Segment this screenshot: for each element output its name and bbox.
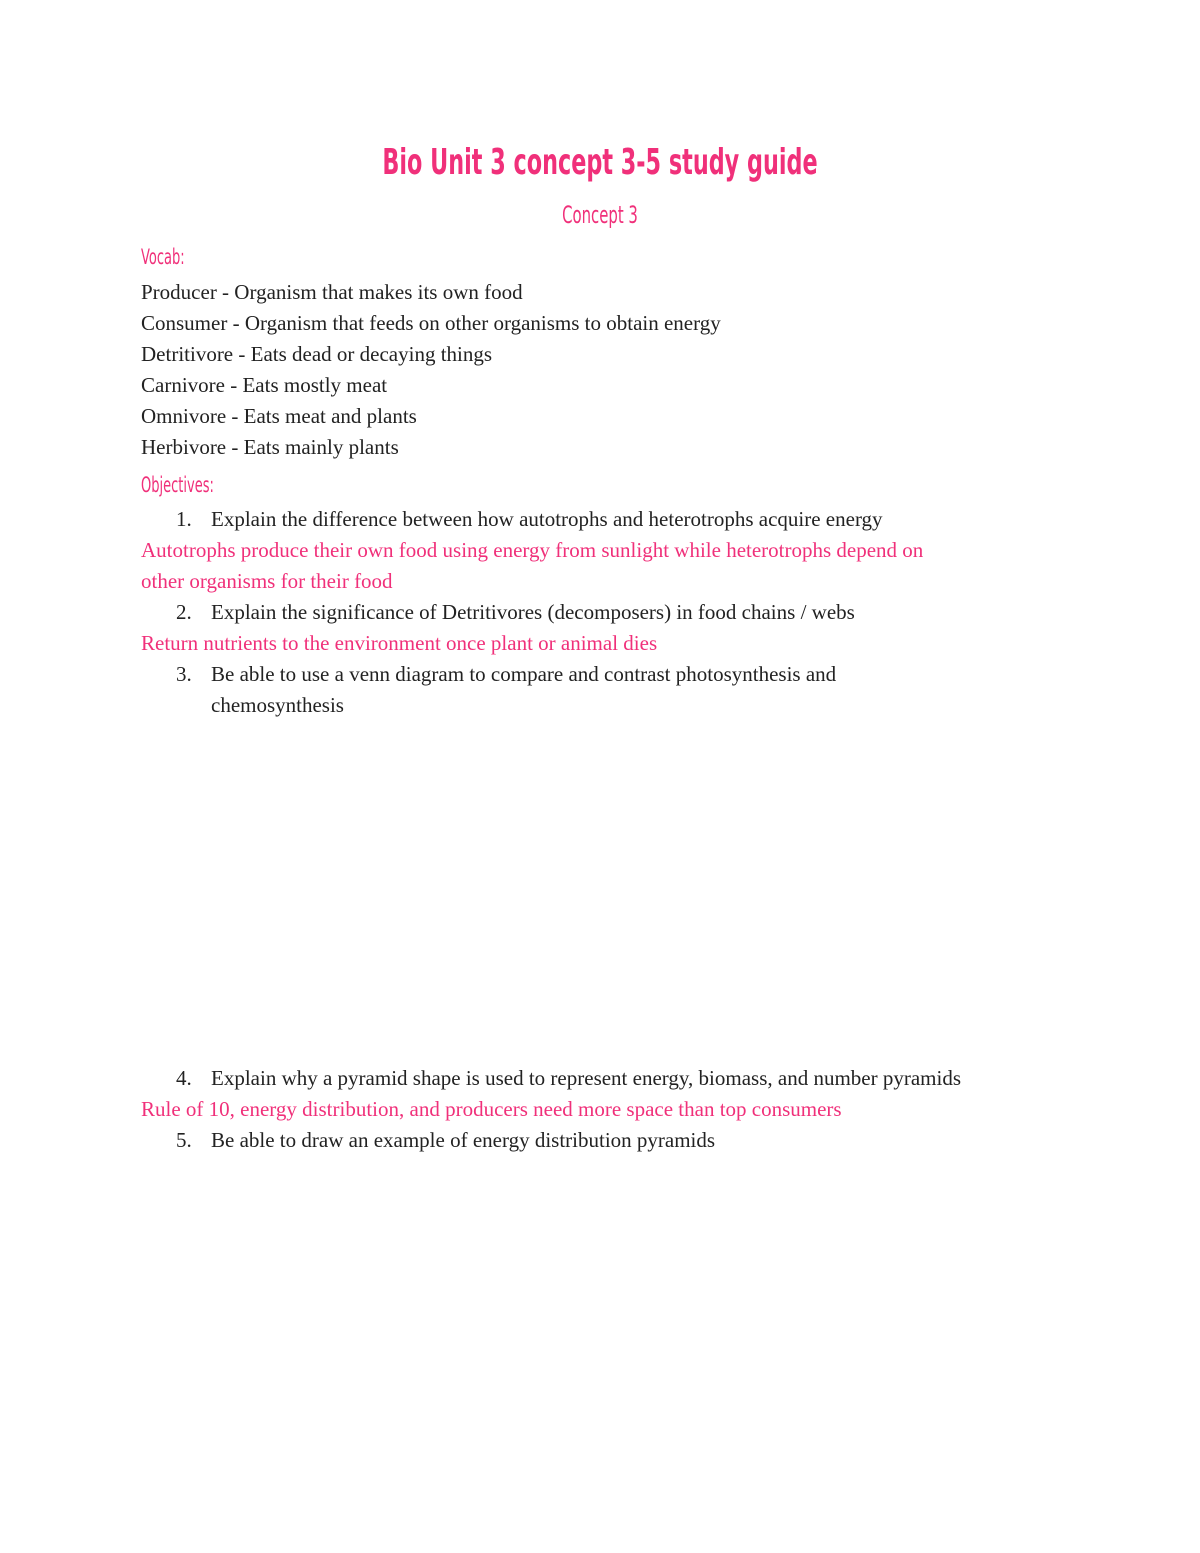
objective-number: 1. (176, 507, 192, 531)
objective-text: Be able to use a venn diagram to compare and contrast photosynthesis and (211, 662, 837, 686)
vocab-heading: Vocab: (141, 245, 185, 269)
objective-text: Be able to draw an example of energy distribution pyramids (211, 1128, 716, 1152)
page-subtitle: Concept 3 (562, 201, 638, 229)
vocab-item: Herbivore - Eats mainly plants (141, 435, 399, 459)
objective-answer: other organisms for their food (141, 569, 393, 593)
objective-answer: Return nutrients to the environment once plant or animal dies (141, 631, 658, 655)
objective-number: 2. (176, 600, 192, 624)
objective-number: 3. (176, 662, 192, 686)
objectives-heading: Objectives: (141, 473, 214, 497)
vocab-item: Consumer - Organism that feeds on other organisms to obtain energy (141, 311, 721, 335)
vocab-item: Producer - Organism that makes its own food (141, 280, 523, 304)
vocab-item: Omnivore - Eats meat and plants (141, 404, 417, 428)
objective-text: Explain the significance of Detritivores (decomposers) in food chains / webs (211, 600, 855, 624)
page-title: Bio Unit 3 concept 3-5 study guide (382, 142, 818, 183)
objective-number: 5. (176, 1128, 192, 1152)
objective-text: Explain the difference between how autotrophs and heterotrophs acquire energy (211, 507, 883, 531)
objective-number: 4. (176, 1066, 192, 1090)
objective-answer: Rule of 10, energy distribution, and producers need more space than top consumers (141, 1097, 842, 1121)
objective-answer: Autotrophs produce their own food using energy from sunlight while heterotrophs depend on (141, 538, 924, 562)
vocab-item: Carnivore - Eats mostly meat (141, 373, 388, 397)
objective-text-continued: chemosynthesis (211, 693, 344, 717)
vocab-item: Detritivore - Eats dead or decaying things (141, 342, 493, 366)
objective-text: Explain why a pyramid shape is used to represent energy, biomass, and number pyramids (211, 1066, 961, 1090)
